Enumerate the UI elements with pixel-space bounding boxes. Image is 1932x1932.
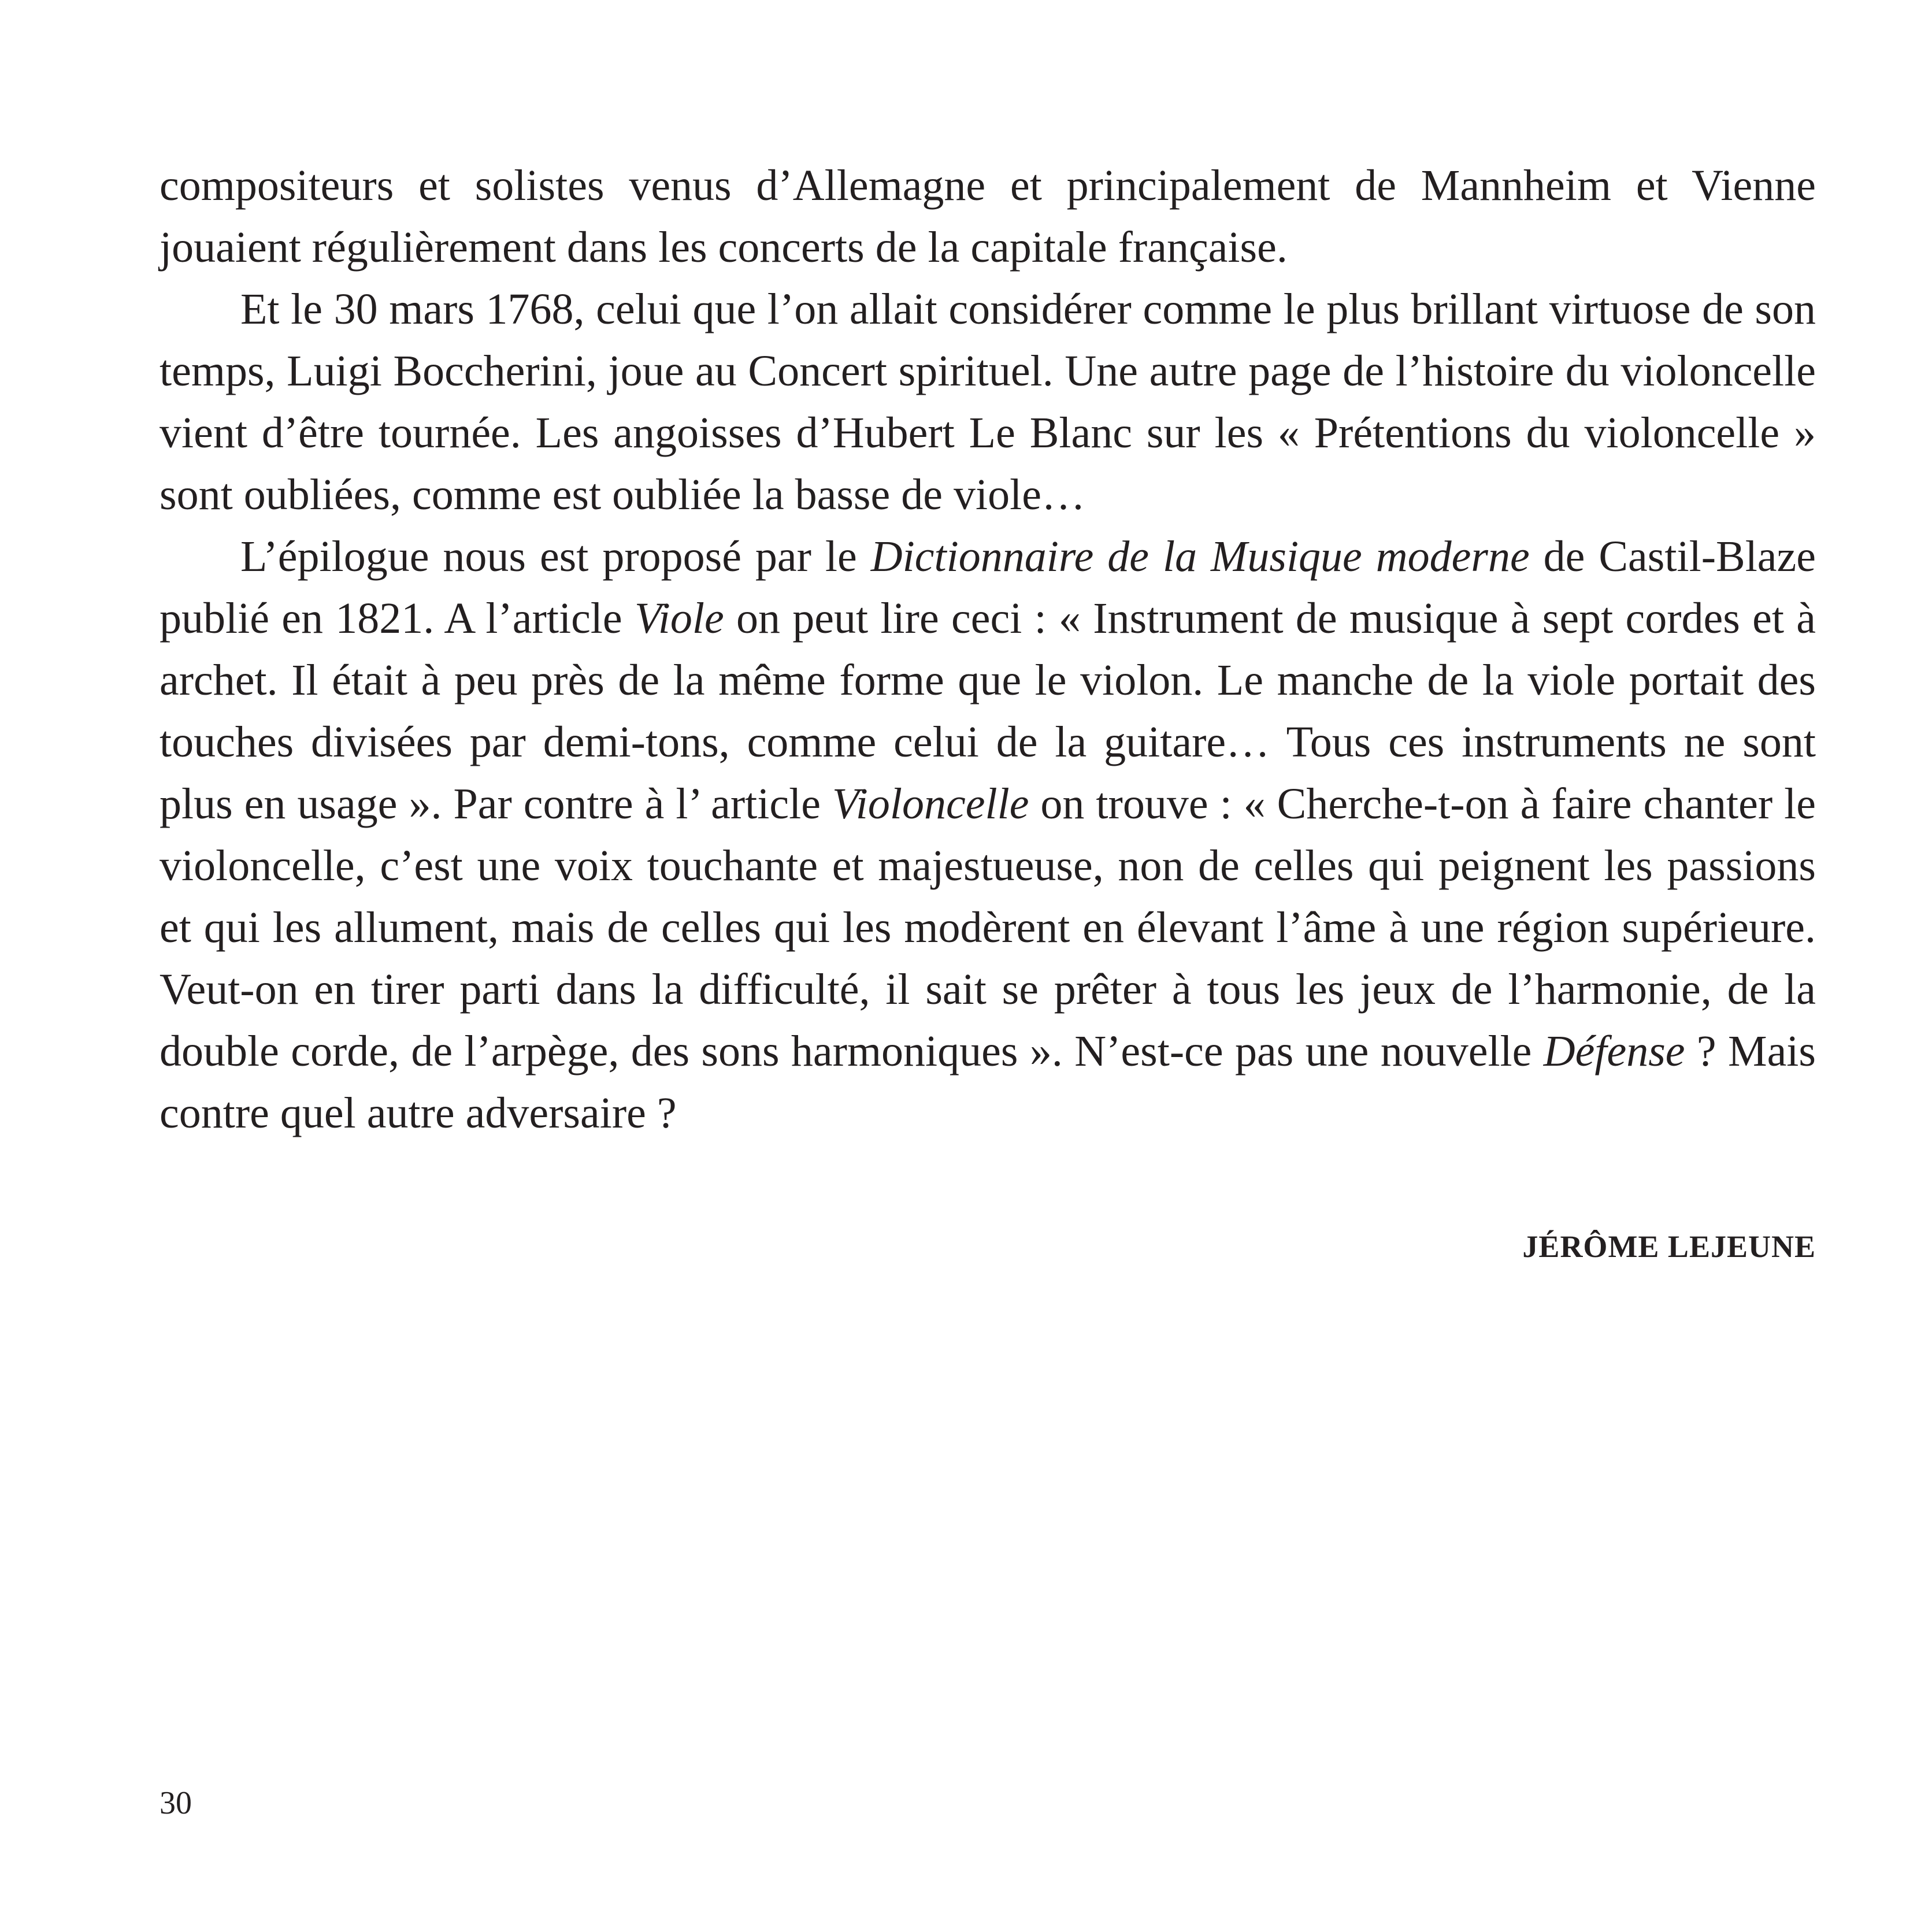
paragraph-3: [160, 526, 1816, 1144]
paragraph-3-text: L’épilogue nous est proposé par le: [240, 532, 871, 581]
paragraph-3-text: on trouve : « Cherche-t-on à faire chanter le violoncelle, c’est une voix touchante et majestueuse, non de celles qui peignent les passions et qui les allument, mais de celles qui les modèrent en élevant l’âme à une région supérieure. Veut-on en tirer parti dans la difficulté, il sait se prêter à tous les jeux de l’harmonie, de la double corde, de l’arpège, des sons harmoniques ». N’est-ce pas une nouvelle: [160, 780, 1816, 1076]
body-text: [160, 155, 1816, 1144]
paragraph-2: Et le 30 mars 1768, celui que l’on allait considérer comme le plus brillant virtuose de son temps, Luigi Boccherini, joue au Concert spirituel. Une autre page de l’histoire du violoncelle vient d’être tournée. Les angoisses d’Hubert Le Blanc sur les « Prétentions du violoncelle » sont oubliées, comme est oubliée la basse de viole…: [160, 285, 1816, 519]
italic-term-violoncelle: Violoncelle: [832, 780, 1029, 828]
italic-term-viole: Viole: [634, 594, 724, 643]
paragraph-3-text: ? Mais contre quel autre adversaire ?: [160, 1027, 1816, 1137]
paragraph-1: compositeurs et solistes venus d’Allemagne et principalement de Mannheim et Vienne jouaient régulièrement dans les concerts de la capitale française.: [160, 161, 1816, 272]
italic-term-defense: Défense: [1543, 1027, 1685, 1076]
paragraph-3-text: on peut lire ceci : « Instrument de musique à sept cordes et à archet. Il était à peu près de la même forme que le violon. Le manche de la viole portait des touches divisées par demi-tons, comme celui de la guitare… Tous ces instruments ne sont plus en usage ». Par contre à l’ article: [160, 594, 1816, 828]
author-signature: JÉRÔME LEJEUNE: [1522, 1229, 1816, 1264]
page-number: 30: [160, 1785, 192, 1821]
paragraph-3-text: de Castil-Blaze publié en 1821. A l’article: [160, 532, 1816, 643]
italic-title-dictionnaire: Dictionnaire de la Musique moderne: [870, 532, 1530, 581]
